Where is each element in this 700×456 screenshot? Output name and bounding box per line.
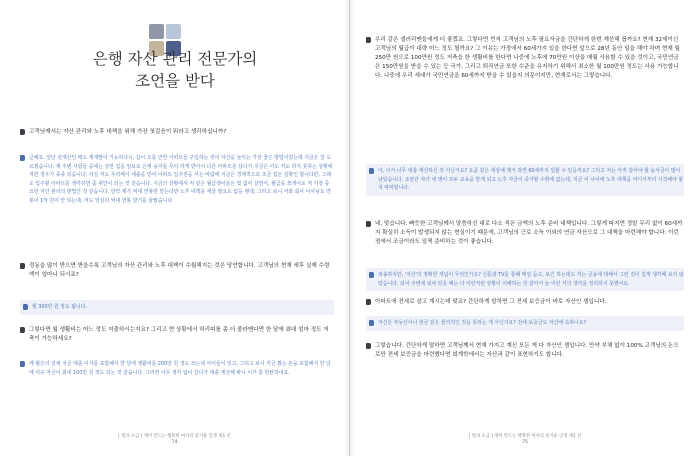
page-footer bbox=[0, 434, 349, 446]
question bbox=[20, 262, 334, 280]
question-text: 고객님께서는 자산 관리와 노후 대책을 위해 가장 첫걸음이 뭐라고 생각하십니까? bbox=[29, 129, 227, 135]
footer-text: [ 빛과 소금 ] 재미 만드는 행복한 여자의 즐거운 인생 제1 선 bbox=[468, 434, 582, 439]
answer-marker-icon bbox=[369, 272, 374, 278]
answer bbox=[20, 154, 334, 206]
chapter-title-line1: 은행 자산 관리 전문가의 bbox=[92, 50, 258, 68]
answer bbox=[366, 316, 684, 331]
question bbox=[366, 342, 684, 360]
question bbox=[20, 326, 334, 344]
qa-block bbox=[20, 360, 334, 377]
qa-block bbox=[20, 154, 334, 206]
answer-marker-icon bbox=[23, 304, 28, 310]
qa-block bbox=[366, 316, 684, 331]
question-text: 그렇습니다. 간단하게 말하면 고객님께서 현재 가지고 계신 모든 게 다 자산인 셈입니다. 만약 부채 없이 100% 고객님의 돈으로만 전세 보증금을 마련했다면 회계학에서는 자산과 같이 표현하기도 합니다. bbox=[375, 343, 679, 358]
qa-block bbox=[366, 164, 684, 196]
question bbox=[366, 298, 684, 307]
qa-block bbox=[366, 268, 684, 291]
page-number: 74 bbox=[171, 440, 178, 445]
qa-block bbox=[366, 36, 684, 81]
qa-block bbox=[366, 298, 684, 307]
answer-text: 월 300만 원 정도 됩니다. bbox=[32, 304, 87, 310]
question-marker-icon bbox=[366, 37, 371, 43]
qa-block bbox=[20, 128, 334, 137]
question-marker-icon bbox=[366, 343, 371, 349]
question bbox=[20, 128, 334, 137]
answer bbox=[366, 164, 684, 196]
footer-text: [ 빛과 소금 ] 재미 만드는 행복한 여자의 즐거운 인생 제1 선 bbox=[118, 434, 231, 439]
right-page bbox=[350, 0, 700, 456]
answer-marker-icon bbox=[369, 320, 374, 326]
question-text: 정동을 많이 받으면 받을수록 고객님의 자산 관리와 노후 대책이 수월해지는 것은 당연합니다. 고객님의 현재 세후 실제 수령액이 얼마나 되시죠? bbox=[29, 263, 330, 278]
question-text: 아파트에 전세로 살고 계시는데 맞죠? 간단하게 말하면 그 전세 보증금이 바로 자산인 셈입니다. bbox=[375, 299, 607, 305]
question-text: 네, 맞습니다. 빠듯한 고객님께서 말씀하신 대로 다소 적은 금액의 노후 준비 대책입니다. 그렇게 따지면 정말 무리 없이 60세까지 확실히 소득이 발생되지 않는 현실이기 때문에, 고객님의 근로 소득 이외의 연금 자산으로 그 대책을 마련해야 합니다. 이런 점에서 조금이라도 일찍 준비하는 것이 좋습니다. bbox=[375, 221, 683, 245]
question bbox=[366, 220, 684, 247]
qa-block bbox=[366, 342, 684, 360]
question-marker-icon bbox=[20, 263, 25, 269]
answer-marker-icon bbox=[20, 155, 25, 161]
answer bbox=[366, 268, 684, 291]
answer-marker-icon bbox=[369, 168, 374, 174]
answer bbox=[20, 360, 334, 377]
question-text: 우리 같은 샐러리맨들에게 더 좋겠죠. 그렇다면 먼저 고객님의 노후 필요자금을 간단하게 한번 계산해 봅까요? 현재 32세이신 고객님의 월급이 대략 어느 정도 될까요? 그 이유는 가정에서 60세가지 일을 한다면 앞으로 28년 동안 일을 해야 하며 현재 월 250만 원으로 100만원 정도 저축을 한 생활비를 한다면 나중에 노후에 70만원 이상을 매월 사용할 수 있을 것이고, 국민연금은 150만원을 받을 수 있는 등 국가, 그리고 퇴직연금 또한 수준을 유지하기 위해서 최소한 월 100만원 정도는 사용 가능합니다. 나중에 우리 세대가 국민연금을 60세까지 받을 수 있을지 의문이지만, 현재로서는 그렇습니다. bbox=[375, 37, 680, 79]
chapter-title-line2: 조언을 받다 bbox=[135, 72, 215, 90]
question-marker-icon bbox=[366, 299, 371, 305]
question-text: 그렇다면 월 생활비는 어느 정도 지출하시는지요? 그리고 현 상황에서 허리띠를 좀 더 졸라맨다면 한 달에 최대 얼마 정도 저축이 가능하세요? bbox=[29, 327, 329, 342]
question-marker-icon bbox=[20, 129, 25, 135]
question-marker-icon bbox=[366, 221, 371, 227]
answer-text: 죄송하지만, '자산'의 정확한 개념이 무엇인가요? 신문과 TV를 통해 매일 듣고, 보긴 하는데도 저는 금융에 대해서 그런 것이 깊게 생각해 보지 않았습니다. 워낙 주변에 워낙 있을 때는 다 이런저런 상황이 이해하는 것 같아서 늘 이런 식의 생각을 정리하지 못했어요. bbox=[378, 272, 684, 287]
chapter-title bbox=[40, 48, 310, 92]
answer-text: 아, 이거 너무 대충 계산하신 것 아닌가요? 요즘 같은 세상에 제가 과연 60세까지 일할 수 있을까요? 그리고 저는 아직 갚아야 할 융자금이 많이 남았습니다. 조만간 자녀 세 명이 모두 교육을 받게 되고 노후 자금이 증가할 수밖에 없는데, 지금 이 나이에 노후 대책을 어디서부터 시작해야 할지 막막합니다. bbox=[378, 168, 684, 192]
question-marker-icon bbox=[20, 327, 25, 333]
question bbox=[366, 36, 684, 81]
qa-block bbox=[20, 300, 334, 315]
answer bbox=[20, 300, 334, 315]
answer-text: 제 월은의 전체 지금 대출 이자를 포함해서 한 달에 생활비를 200만 원 정도 쓰는데 아이들이 있고, 그리고 보니 직금 봤는 돈을 포함해서 한 달에 여유 자금이 최대 100만 원 정도 되는 것 같습니다. 그러면 아무 생각 없이 살다가 대출 계산해 봐니 이거 참 한탄하네요. bbox=[29, 361, 331, 376]
answer-marker-icon bbox=[20, 361, 25, 367]
qa-block bbox=[366, 220, 684, 247]
answer-text: 글쎄요. 일단 전재산인 매도 제개발이 가능하다니, 갑이 오를 만한 아파트들 구입하는 것이 자산을 늘리는 가장 좋은 방법이었는데 지금은 잘 도르겠습니다. 제 주변 사람들 중에는 상한 집을 임보로 은행 융자를 무터 하게 받아서 다른 아파트를 샀다가 지금은 이도 저도 하지 못하는 상황에 처한 경우가 종종 있습니다. 사실 저도 무리해서 대출을 받아 아파트 입주권을 사는 바람에 지금은 경제적으로 조금 힘든 실황인 합니다만, 그래도 입주할 아파트를 생각하면 좀 위안이 되는 것 같습니다. 지금의 상황에서 저 같은 월급쟁이들은 빛 없이 살면서, 월급을 쪼개어도 저 가장 중요한 자산 관리의 방법인 것 같습니다. 만약 제가 억대 연봉만 받는다면 노후 대책을 세울 필요도 없을 텐데, 그러고 보니 저와 회사 이사님도 연봉이 1억 원이 안 되는데, 저도 열심히 억대 연봉 받기를 꿈꿨습니다. bbox=[29, 155, 333, 204]
qa-block bbox=[20, 326, 334, 344]
book-gutter bbox=[344, 0, 356, 456]
page-footer bbox=[350, 434, 700, 446]
page-number: 75 bbox=[522, 440, 528, 445]
qa-block bbox=[20, 262, 334, 280]
answer-text: 자산은 부동산이나 현금 같은 물리적인 것을 뜻하는 게 아닌가요? 전세 보증금도 자산에 속하나요? bbox=[378, 320, 587, 326]
